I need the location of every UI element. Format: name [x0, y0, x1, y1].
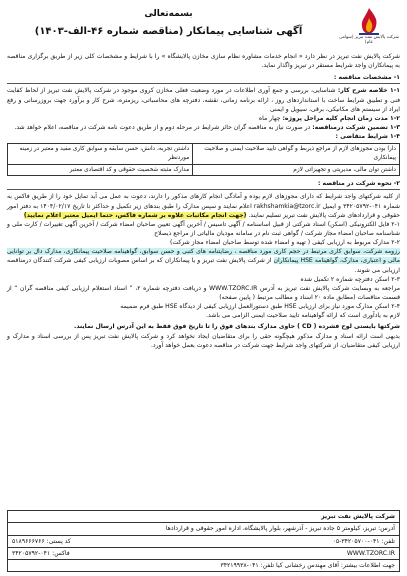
table-cell: دارا بودن مجوزهای لازم از مراجع ذیربط و گواهی تایید صلاحیت ایمنی و صلاحیت پیمانکاری	[193, 144, 400, 164]
item-2-3-detail: مراجعه به وبسایت شرکت پالایش نفت تبریز به آدرس WWW.TZORC.IR و دریافت دفترچه شماره ۲، ” اسناد استعلام ارزیابی کیفی مناقصه گران “ از قسمت مناقصات (مطابق ماده ۲۰ اسناد و مطالب مرتبط ( پایین صفحه)	[7, 284, 401, 302]
section-3-paragraph: بدیهی است ارائه اسناد و مدارک مذکور هیچگونه حقی را برای متقاضیان ایجاد نخواهد کرد و شرکت پالایش نفت تبریز پس از بررسی اسناد و مدارک و ارزیابی کیفی متقاضیان، از شرکتهای واجد شرایط جهت شرکت در مناقصه دعوت بعمل خواهد آورد.	[7, 332, 400, 349]
table-cell: مدارک مثبته شخصیت حقوقی و کد اقتصادی معتبر	[8, 164, 193, 176]
contact-box	[7, 510, 400, 572]
item-1-4	[7, 132, 400, 141]
contact-person: جهت اطلاعات بیشتر: آقای مهندس رخشانی کیا تلفن: ۰۴۱-۳۴۲۱۹۹۳۸	[220, 561, 395, 569]
title-block	[7, 8, 330, 39]
item-1-2-text: چهار ماه	[258, 114, 283, 122]
intro-paragraph: شرکت پالایش نفت تبریز در نظر دارد « انجام خدمات مشاوره نظام سازی مخازن پالایشگاه » را با شرایط و مشخصات کلی زیر از طریق برگزاری مناقصه به پیمانکاران واجد شرایط مستقر در تبریز واگذار نماید.	[7, 53, 400, 70]
item-2-4: ۲-۴ اسکن مدارک مورد نیاز برای ارزیابی HSE طبق دستورالعمل ارزیابی کیفی از دیدگاه HSE طبق فرم ضمیمه	[120, 303, 400, 311]
table-row	[8, 164, 400, 176]
section-3-title: شرکتها بایستی لوح فشرده ( CD ) حاوی مدارک بندهای فوق را تا تاریخ فوق فقط به این آدرس ارسال نمایند.	[74, 323, 400, 331]
contact-phone: تلفن: ۰۴۱-۳۴۲۰۵۷۰۰-۰۵	[332, 537, 395, 545]
contact-fax: فاکس: ۰۴۱-۳۴۲۰۵۷۹۲	[12, 549, 70, 557]
item-1-4-label: ۱-۴ شرایط متقاضی :	[335, 133, 400, 141]
table-cell: داشتن تجربه، دانش، حسن سابقه و سوابق کاری مفید و معتبر در زمینه موردنظر	[8, 144, 193, 164]
contact-row	[8, 548, 399, 560]
item-1-1	[7, 86, 400, 113]
contact-title: شرکت پالایش نفت تبریز	[8, 511, 399, 523]
item-2-3: ۲-۳ اسکن دفترچه شماره ۲ تکمیل شده	[300, 275, 400, 283]
item-1-2-label: ۱-۲ مدت زمان انجام کلیه مراحل پروژه:	[282, 114, 400, 122]
page-title: آگهی شناسایی پیمانکار (مناقصه شماره ۴۶-الف-۱۴۰۳)	[34, 25, 303, 37]
contact-row	[8, 536, 399, 548]
item-2-2-detail	[7, 247, 400, 274]
company-logo	[338, 6, 400, 45]
section-2-title: ۲- نحوه شرکت در مناقصه :	[317, 180, 400, 188]
section-2-text: از کلیه شرکتهای واجد شرایط که دارای مجوزهای لازم بوده و آمادگی انجام کارهای مذکور را دارند، دعوت به عمل می آید تمایل خود را از طریق فاکس به شماره ۰۴۱-۳۴۲۰۵۷۹۲ و ایمیل rakhshamkia@tzorc.ir اعلام نمایند و سپس مدارک را طبق بندهای زیر تکمیل و حداکثر تا تاریخ ۱۴۰۴/۰۲/۱۷ به دفتر امور حقوقی و قراردادهای شرکت پالایش نفت تبریز تسلیم نمایند.	[7, 193, 400, 219]
flame-logo-icon	[355, 6, 383, 36]
section-2-paragraph	[7, 192, 400, 219]
header	[7, 6, 400, 50]
item-1-2	[7, 114, 400, 123]
item-1-1-text: شناسایی، بررسی و جمع آوری اطلاعات در مورد وضعیت فعلی مخازن کروی موجود در شرکت پالایش نفت تبریز از لحاظ کفایت فنی و تطبیق شرایط ساخت با استانداردهای روز ، ارائه برنامه زمانی، نقشه، دفترچه های محاسباتی، ریزمتره، شرح کار و برآورد جهت بروزرسانی و رفع ایراد از سیستم های مکانیکی، برقی، سیویل و ایمنی	[7, 87, 400, 113]
section-1-title: ۱- مشخصات مناقصه :	[333, 74, 400, 82]
contact-website[interactable]: WWW.TZORC.IR	[346, 549, 395, 557]
item-1-3-label: ۱-۳ تضمین شرکت درمناقصه:	[312, 123, 400, 131]
item-2-2: ۲-۲ مدارک مربوط به ارزیابی کیفی ( تهیه و امضاء شده توسط صاحبان امضاء مجاز شرکت)	[169, 239, 400, 247]
resume-requirements-rest: از شرکت پالایش نفت تبریز و یا پیمانکاران که بر اساس مصوبات ارزیابی کیفی شرکت کنندگان درمناقصه ارزیابی می شوند.	[7, 257, 400, 274]
item-1-3	[7, 123, 400, 132]
bism-text: بسمه‌تعالی	[144, 9, 193, 19]
item-1-1-label: ۱-۱ خلاصه شرح کار:	[337, 87, 400, 95]
contact-address: آدرس: تبریز، کیلومتر ۵ جاده تبریز - آذرشهر، بلوار پالایشگاه، اداره امور حقوقی و قراردادها	[8, 523, 399, 535]
divider	[7, 83, 400, 84]
email-note-highlight: (جهت انجام مکاتبات علاوه بر شماره فاکس، حتما ایمیل معتبر اعلام نمایید)	[23, 211, 247, 219]
divider	[7, 189, 400, 190]
tender-notice	[7, 6, 400, 572]
contact-postal: کد پستی: ۵۱۸۹۶۶۶۷۶۶	[12, 537, 71, 545]
logo-caption: شرکت پالایش نفت تبریز (سهامی عام)	[339, 35, 399, 45]
item-1-3-text: در صورت نیاز به مناقصه گران حائز شرایط در مرحله دوم و از طریق دعوت نامه شرکت در مناقصه، اعلام خواهد شد.	[14, 123, 313, 131]
table-cell: داشتن توان مالی، مدیریتی و تجهیزاتی لازم	[193, 164, 400, 176]
table-row	[8, 144, 400, 164]
requirements-table	[7, 143, 400, 176]
safety-note: لازم به یادآوری است که ارائه گواهینامه تایید صلاحیت ایمنی الزامی می باشد.	[206, 312, 400, 320]
item-2-1: ۲-۱ فایل الکترونیکی (اسکن) اسناد شرکتی از قبیل اساسنامه / آگهی تاسیس / آخرین آگهی تعیین صاحبان امضاء شرکت / آخرین آگهی تغییرات / کارت ملی و شناسنامه صاحبان امضاء مجاز شرکت / گواهی ثبت نام در سامانه مودیان مالیاتی از مراجع ذیصلاح	[7, 220, 400, 238]
resume-requirements-highlight: رزومه شرکت، سوابق کاری مرتبط در حجم کاری مورد مناقصه ، رضایتنامه های کتبی و حسن سوابق، گواهینامه صلاحیت پیمانکاری، مدارک دال بر توانایی مالی و اعتباری، مدارک، گواهینامه HSE پیمانکاران	[7, 248, 400, 265]
